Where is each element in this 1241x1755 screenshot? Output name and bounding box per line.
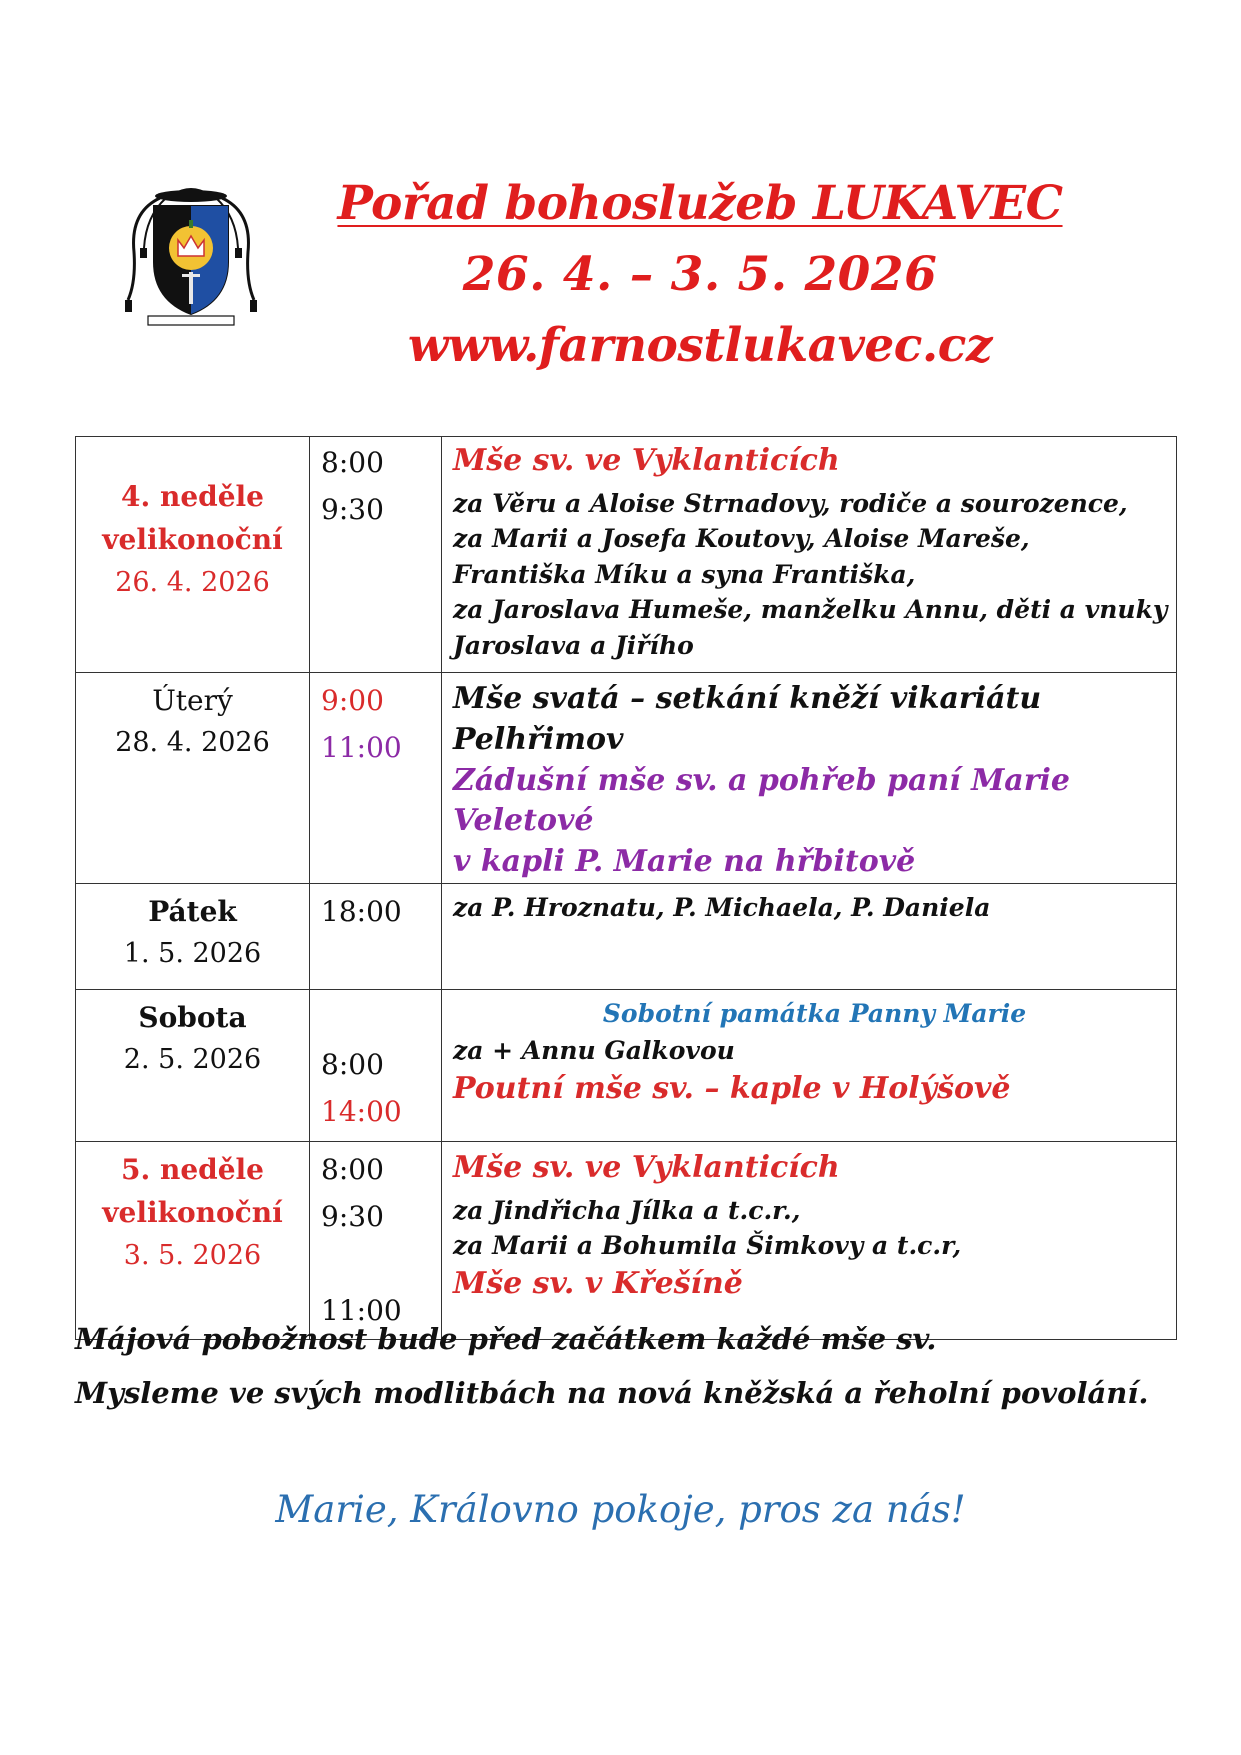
motto: Marie, Královno pokoje, pros za nás! bbox=[275, 1488, 966, 1531]
day-name: 5. neděle bbox=[121, 1152, 264, 1186]
times-cell bbox=[310, 989, 442, 1141]
day-date: 1. 5. 2026 bbox=[123, 938, 262, 970]
time: 8:00 bbox=[321, 1152, 384, 1186]
date-range: 26. 4. – 3. 5. 2026 bbox=[462, 247, 938, 302]
service-line: Mše sv. v Křešíně bbox=[453, 1265, 743, 1301]
table-row bbox=[76, 673, 1177, 884]
service-line: Mše svatá – setkání kněží vikariátu Pelhřimov bbox=[453, 681, 1042, 757]
day-name: velikonoční bbox=[102, 1196, 283, 1230]
note-line: Májová pobožnost bude před začátkem každé mše sv. bbox=[75, 1322, 937, 1356]
day-date: 2. 5. 2026 bbox=[123, 1044, 262, 1076]
day-name: velikonoční bbox=[102, 523, 283, 557]
times-cell bbox=[310, 673, 442, 884]
service-line: Poutní mše sv. – kaple v Holýšově bbox=[453, 1070, 1011, 1106]
service-line: Sobotní památka Panny Marie bbox=[602, 998, 1027, 1028]
services-cell bbox=[442, 673, 1177, 884]
times-cell bbox=[310, 1141, 442, 1339]
table-row bbox=[76, 883, 1177, 989]
time: 11:00 bbox=[321, 731, 402, 764]
note-line: Mysleme ve svých modlitbách na nová kněžská a řeholní povolání. bbox=[75, 1376, 1149, 1410]
service-line: Jaroslava a Jiřího bbox=[453, 630, 694, 660]
day-cell bbox=[76, 1141, 310, 1339]
table-row bbox=[76, 989, 1177, 1141]
services-cell bbox=[442, 437, 1177, 673]
service-line: za P. Hroznatu, P. Michaela, P. Daniela bbox=[453, 892, 991, 922]
day-date: 28. 4. 2026 bbox=[115, 727, 270, 759]
day-name: Sobota bbox=[138, 1000, 247, 1034]
time: 8:00 bbox=[321, 446, 384, 479]
service-line: v kapli P. Marie na hřbitově bbox=[453, 844, 916, 880]
time: 9:30 bbox=[321, 1199, 384, 1233]
services-cell bbox=[442, 1141, 1177, 1339]
services-cell bbox=[442, 883, 1177, 989]
time: 18:00 bbox=[321, 894, 402, 928]
coat-of-arms-icon bbox=[120, 182, 262, 330]
table-row bbox=[76, 1141, 1177, 1339]
schedule-table bbox=[75, 436, 1177, 1340]
time bbox=[321, 1242, 441, 1289]
day-cell bbox=[76, 673, 310, 884]
time: 11:00 bbox=[321, 1293, 402, 1327]
day-name: Pátek bbox=[148, 894, 237, 928]
service-line: Zádušní mše sv. a pohřeb paní Marie Veletové bbox=[453, 762, 1071, 839]
day-cell bbox=[76, 883, 310, 989]
times-cell bbox=[310, 437, 442, 673]
service-line: za Marii a Bohumila Šimkovy a t.c.r, bbox=[453, 1231, 962, 1261]
day-date: 3. 5. 2026 bbox=[123, 1239, 262, 1271]
time: 9:30 bbox=[321, 493, 384, 526]
time: 9:00 bbox=[321, 684, 384, 717]
notes bbox=[75, 1322, 1149, 1430]
time bbox=[321, 996, 441, 1043]
day-date: 26. 4. 2026 bbox=[115, 566, 270, 598]
page-title: Pořad bohoslužeb LUKAVEC bbox=[337, 176, 1063, 231]
service-line: Mše sv. ve Vyklanticích bbox=[453, 443, 840, 478]
service-line: za Věru a Aloise Strnadovy, rodiče a sourozence, bbox=[453, 488, 1128, 518]
day-cell bbox=[76, 989, 310, 1141]
table-row bbox=[76, 437, 1177, 673]
day-cell bbox=[76, 437, 310, 673]
service-line: Mše sv. ve Vyklanticích bbox=[453, 1149, 840, 1185]
time: 8:00 bbox=[321, 1047, 384, 1081]
header bbox=[300, 176, 1100, 373]
service-line: za + Annu Galkovou bbox=[453, 1036, 735, 1066]
service-line: za Jaroslava Humeše, manželku Annu, děti a vnuky bbox=[453, 595, 1168, 625]
times-cell bbox=[310, 883, 442, 989]
website-link[interactable]: www.farnostlukavec.cz bbox=[407, 318, 993, 373]
service-line: Františka Míku a syna Františka, bbox=[453, 559, 916, 589]
day-name: Úterý bbox=[152, 684, 233, 717]
service-line: za Marii a Josefa Koutovy, Aloise Mareše, bbox=[453, 524, 1030, 554]
day-name: 4. neděle bbox=[121, 480, 264, 513]
services-cell bbox=[442, 989, 1177, 1141]
time: 14:00 bbox=[321, 1094, 402, 1128]
service-line: za Jindřicha Jílka a t.c.r., bbox=[453, 1195, 801, 1225]
